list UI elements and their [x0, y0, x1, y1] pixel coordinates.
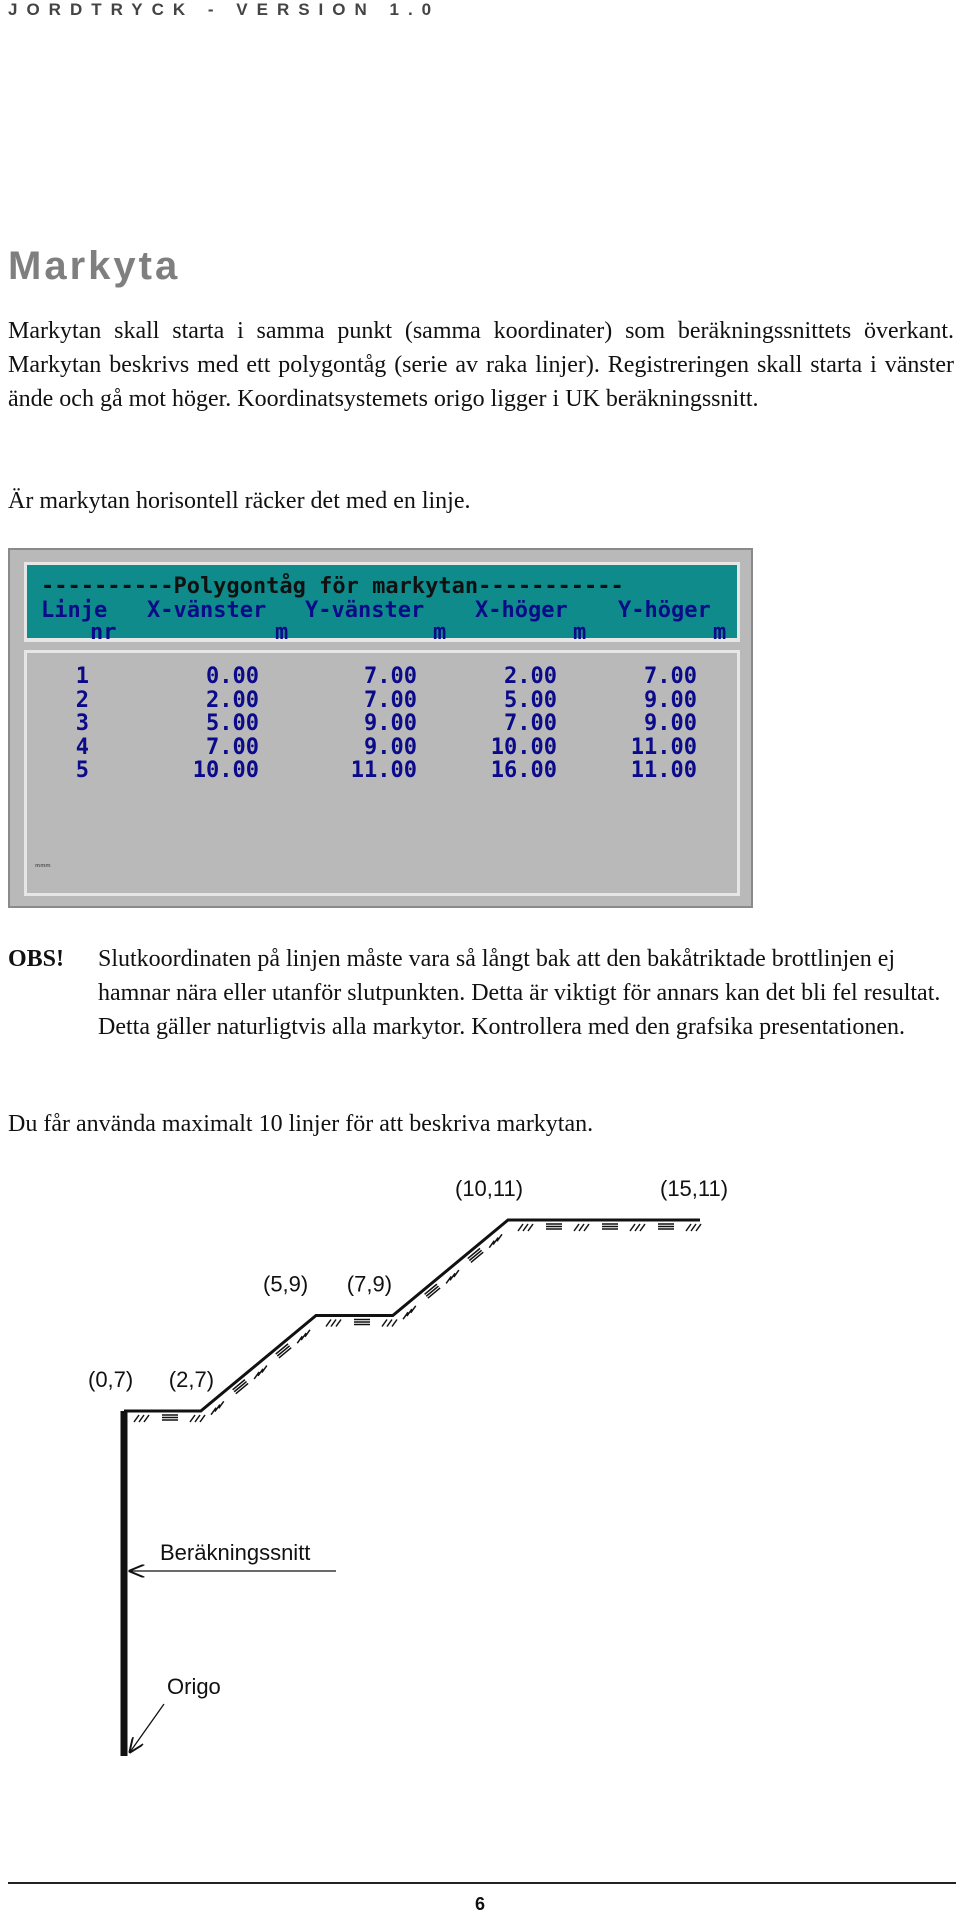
- table-header-panel: [24, 562, 740, 645]
- page-number: 6: [474, 1894, 485, 1914]
- hatch-mark: [574, 1224, 589, 1231]
- hatch-mark: [254, 1366, 267, 1379]
- footer-rule: [8, 1882, 956, 1884]
- table-cell-r4-c2: 7.00: [206, 734, 259, 760]
- polygon-table-screenshot: [8, 548, 753, 908]
- table-cell-r1-c2: 0.00: [206, 664, 259, 689]
- obs-paragraph: Slutkoordinaten på linjen måste vara så långt bak att den bakåtriktade brottlinjen ej hamnar nära eller utanför slutpunkten. Detta är viktigt för annars kan det bli fel resultat. Detta gäller naturligtvis alla markytor. Kontrollera med den grafsika presentationen.: [98, 946, 941, 1040]
- hatch-mark: [518, 1224, 533, 1231]
- unit-y-right: m: [713, 620, 727, 645]
- unit-x-left: m: [275, 620, 289, 645]
- section-label: Beräkningssnitt: [160, 1540, 311, 1565]
- hatch-mark: [162, 1415, 178, 1420]
- column-header-y-right: Y-höger: [618, 598, 711, 623]
- horizontal-note: Är markytan horisontell räcker det med en linje.: [8, 488, 471, 514]
- hatch-mark: [630, 1224, 645, 1231]
- point-label: (5,9): [263, 1271, 309, 1297]
- table-cell-r5-c5: 11.00: [630, 758, 697, 783]
- screen-artifact-mark: mmm: [35, 863, 51, 869]
- table-cell-r4-c1: 4: [75, 734, 89, 760]
- table-cell-r3-c1: 3: [75, 711, 89, 736]
- table-cell-r5-c1: 5: [75, 758, 89, 783]
- hatch-mark: [211, 1401, 224, 1414]
- hatch-mark: [658, 1224, 674, 1229]
- table-cell-r2-c5: 9.00: [644, 687, 697, 713]
- point-label: (0,7): [88, 1367, 134, 1392]
- table-cell-r1-c3: 7.00: [364, 664, 417, 689]
- document-header: JORDTRYCK - VERSION 1.0: [8, 0, 441, 19]
- table-cell-r3-c2: 5.00: [206, 711, 259, 736]
- hatch-mark: [297, 1330, 310, 1343]
- table-cell-r5-c2: 10.00: [192, 758, 259, 783]
- section-title: Markyta: [8, 244, 181, 288]
- column-header-x-right: X-höger: [475, 598, 568, 623]
- table-cell-r3-c4: 7.00: [504, 711, 557, 736]
- table-cell-r2-c2: 2.00: [206, 687, 259, 713]
- table-cell-r1-c4: 2.00: [504, 664, 557, 689]
- table-cell-r2-c4: 5.00: [504, 687, 557, 713]
- point-label: (15,11): [660, 1176, 729, 1201]
- hatch-mark: [134, 1415, 149, 1422]
- hatch-mark: [354, 1320, 370, 1325]
- hatch-mark: [403, 1306, 416, 1319]
- hatch-mark: [190, 1415, 205, 1422]
- ground-hatching: [134, 1224, 701, 1422]
- table-cell-r2-c3: 7.00: [364, 687, 417, 713]
- ground-surface-diagram: [0, 1160, 960, 1820]
- table-cell-r3-c5: 9.00: [644, 711, 697, 736]
- hatch-mark: [602, 1224, 618, 1229]
- unit-y-left: m: [433, 620, 447, 645]
- column-header-y-left: Y-vänster: [305, 598, 425, 623]
- table-data-panel: [24, 650, 740, 896]
- hatch-mark: [446, 1270, 459, 1283]
- table-title: ----------Polygontåg för markytan-----------: [41, 574, 624, 599]
- hatch-mark: [326, 1320, 341, 1327]
- column-header-linje: Linje: [41, 598, 108, 623]
- table-cell-r3-c3: 9.00: [364, 711, 417, 736]
- table-cell-r1-c1: 1: [75, 664, 89, 689]
- max-lines-note: Du får använda maximalt 10 linjer för att beskriva markytan.: [8, 1111, 594, 1137]
- table-cell-r4-c5: 11.00: [630, 734, 697, 760]
- table-cell-r2-c1: 2: [75, 687, 89, 713]
- hatch-mark: [382, 1320, 397, 1327]
- table-cell-r4-c4: 10.00: [490, 734, 557, 760]
- hatch-mark: [489, 1234, 502, 1247]
- table-cell-r4-c3: 9.00: [364, 734, 417, 760]
- table-cell-r5-c4: 16.00: [490, 758, 557, 783]
- unit-x-right: m: [573, 620, 587, 645]
- hatch-mark: [686, 1224, 701, 1231]
- unit-nr: nr: [90, 620, 117, 645]
- intro-paragraph: Markytan skall starta i samma punkt (samma koordinater) som beräkningssnittets överkant. Markytan beskrivs med ett polygontåg (serie av raka linjer). Registreringen skall starta i vänster ände och gå mot höger. Koordinatsystemets origo ligger i UK beräkningssnitt.: [8, 318, 954, 412]
- hatch-mark: [546, 1224, 562, 1229]
- point-label: (2,7): [168, 1367, 215, 1392]
- origin-label: Origo: [167, 1674, 221, 1699]
- origin-arrow: [130, 1704, 164, 1752]
- table-cell-r1-c5: 7.00: [644, 664, 697, 689]
- point-label: (10,11): [455, 1176, 524, 1201]
- point-label: (7,9): [346, 1271, 393, 1297]
- obs-label: OBS!: [8, 946, 65, 972]
- column-header-x-left: X-vänster: [147, 598, 267, 623]
- table-cell-r5-c3: 11.00: [350, 758, 417, 783]
